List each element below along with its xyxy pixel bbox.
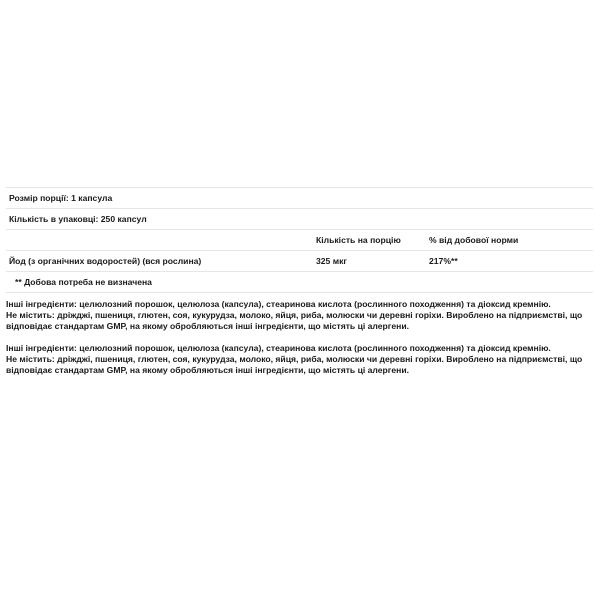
allergen-statement: Не містить: дріжджі, пшениця, глютен, соя, кукурудза, молоко, яйця, риба, молюски чи деревні горіхи. Вироблено на підприємстві, що відповідає стандартам GMP, на якому обробляються інші інгредієнти, що містять ці алергени. bbox=[6, 354, 583, 375]
nutrient-daily-value: 217%** bbox=[429, 256, 458, 266]
ingredient-notes bbox=[6, 299, 594, 387]
header-amount: Кількість на порцію bbox=[316, 235, 401, 245]
nutrient-amount: 325 мкг bbox=[316, 256, 347, 266]
header-daily-value: % від добової норми bbox=[429, 235, 519, 245]
nutrient-name: Йод (з органічних водоростей) (вся рослина) bbox=[9, 256, 202, 266]
footnote: ** Добова потреба не визначена bbox=[15, 277, 152, 287]
notes-block bbox=[6, 343, 594, 376]
servings-per-container-row bbox=[6, 209, 593, 230]
servings-per-container: Кількість в упаковці: 250 капсул bbox=[9, 214, 147, 224]
serving-size-row bbox=[6, 188, 593, 209]
serving-size: Розмір порції: 1 капсула bbox=[9, 193, 113, 203]
other-ingredients: Інші інгредієнти: целюлозний порошок, целюлоза (капсула), стеаринова кислота (рослинного походження) та діоксид кремнію. bbox=[6, 343, 551, 353]
other-ingredients: Інші інгредієнти: целюлозний порошок, целюлоза (капсула), стеаринова кислота (рослинного походження) та діоксид кремнію. bbox=[6, 299, 551, 309]
allergen-statement: Не містить: дріжджі, пшениця, глютен, соя, кукурудза, молоко, яйця, риба, молюски чи деревні горіхи. Вироблено на підприємстві, що відповідає стандартам GMP, на якому обробляються інші інгредієнти, що містять ці алергени. bbox=[6, 310, 583, 331]
supplement-facts-table bbox=[6, 187, 593, 293]
table-row bbox=[6, 251, 593, 272]
notes-block bbox=[6, 299, 594, 332]
footnote-row bbox=[6, 272, 593, 293]
table-header-row bbox=[6, 230, 593, 251]
